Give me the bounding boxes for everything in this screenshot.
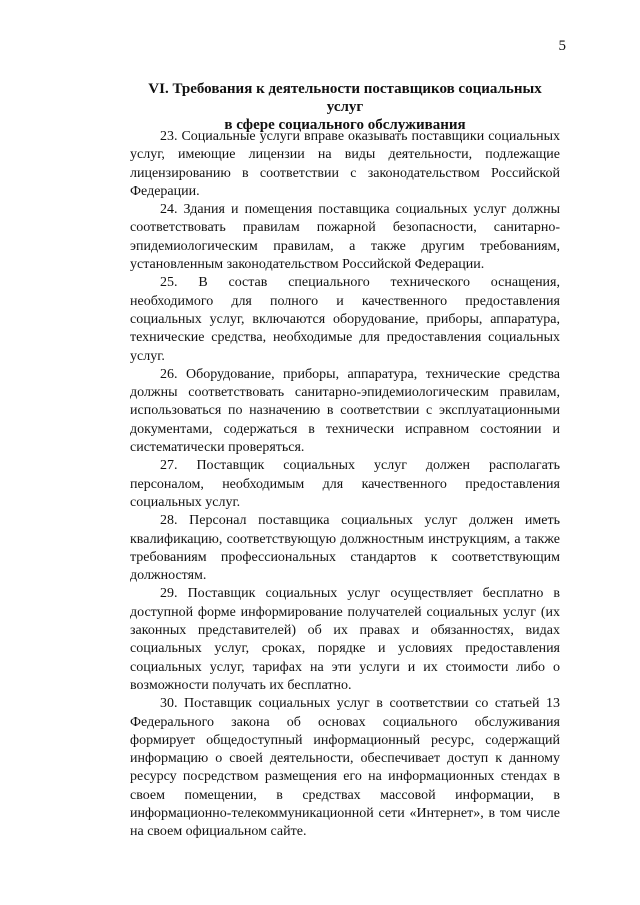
paragraph-29: 29. Поставщик социальных услуг осуществляет бесплатно в доступной форме информирование получателей социальных услуг (их законных представителей) об их правах и обязанностях, видах социальных услуг, сроках, порядке и условиях предоставления социальных услуг, тарифах на эти услуги и их стоимости либо о возможности получать их бесплатно. — [130, 586, 560, 693]
page-number: 5 — [558, 38, 566, 54]
paragraph-28: 28. Персонал поставщика социальных услуг должен иметь квалификацию, соответствующую должностным инструкциям, а также требованиям профессиональных стандартов к соответствующим должностям. — [130, 513, 560, 584]
paragraph-24: 24. Здания и помещения поставщика социальных услуг должны соответствовать правилам пожарной безопасности, санитарно-эпидемиологическим правилам, а также другим требованиям, установленным законодательством Российской Федерации. — [130, 202, 560, 273]
paragraph-27: 27. Поставщик социальных услуг должен располагать персоналом, необходимым для качественного предоставления социальных услуг. — [130, 458, 560, 510]
paragraph-26: 26. Оборудование, приборы, аппаратура, технические средства должны соответствовать санитарно-эпидемиологическим правилам, использоваться по назначению в соответствии с эксплуатационными документами, содержаться в технически исправном состоянии и систематически проверяться. — [130, 366, 560, 456]
section-heading-line-1: VI. Требования к деятельности поставщиков социальных услуг — [148, 81, 542, 115]
document-body — [130, 128, 560, 842]
paragraph-23: 23. Социальные услуги вправе оказывать поставщики социальных услуг, имеющие лицензии на виды деятельности, подлежащие лицензированию в соответствии с законодательством Российской Федерации. — [130, 129, 560, 199]
paragraph-30: 30. Поставщик социальных услуг в соответствии со статьей 13 Федерального закона об основах социального обслуживания формирует общедоступный информационный ресурс, содержащий информацию о своей деятельности, обеспечивает доступ к данному ресурсу посредством размещения его на информационных стендах в своем помещении, в средствах массовой информации, в информационно-телекоммуникационной сети «Интернет», в том числе на своем официальном сайте. — [130, 696, 560, 840]
paragraph-25: 25. В состав специального технического оснащения, необходимого для полного и качественного предоставления социальных услуг, включаются оборудование, приборы, аппаратура, технические средства, необходимые для предоставления социальных услуг. — [130, 275, 560, 364]
section-heading-line-2: в сфере социального обслуживания — [224, 117, 466, 133]
section-heading — [130, 80, 560, 134]
